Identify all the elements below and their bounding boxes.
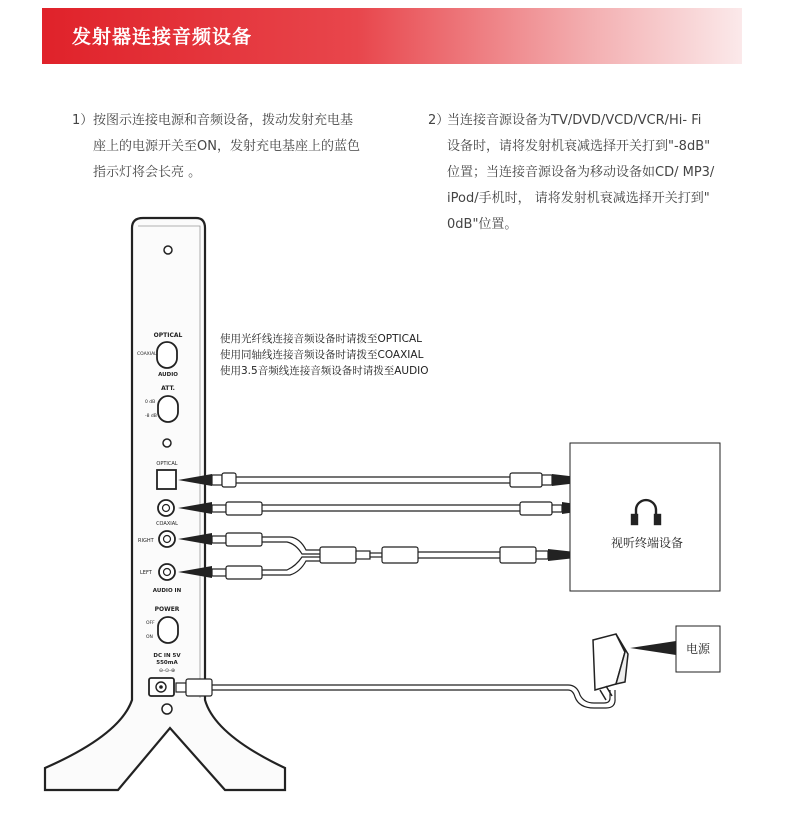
- top-screw: [164, 246, 172, 254]
- step-1-number: 1）: [72, 113, 94, 128]
- note-optical: 使用光纤线连接音频设备时请拨至OPTICAL: [220, 333, 422, 345]
- step-2-line: iPod/手机时， 请将发射机衰减选择开关打到": [447, 191, 710, 206]
- step-2-line: 0dB"位置。: [447, 217, 518, 232]
- bottom-screw: [162, 704, 172, 714]
- att-8db-label: -8 dB: [145, 414, 157, 419]
- step-1-line: 座上的电源开关至ON，发射充电基座上的蓝色: [93, 139, 360, 154]
- page-title: 发射器连接音频设备: [72, 26, 253, 48]
- dc-in-label: DC IN 5V: [153, 653, 181, 659]
- optical-cable: [212, 473, 552, 487]
- switch-label-coaxial: COAXIAL: [137, 352, 157, 357]
- switch-instructions: [220, 331, 429, 379]
- coaxial-cable: [212, 502, 562, 515]
- dc-polarity-label: ⊖-⊙-⊕: [158, 668, 176, 674]
- step-2-line: 位置；当连接音源设备为移动设备如CD/ MP3/: [447, 165, 715, 180]
- terminal-device-box: [570, 443, 720, 591]
- power-source-label: 电源: [686, 642, 711, 656]
- power-off-label: OFF: [146, 621, 155, 626]
- port-label-left: LEFT: [140, 570, 152, 576]
- port-label-optical: OPTICAL: [156, 461, 178, 467]
- step-1-line: 按图示连接电源和音频设备，拨动发射充电基: [93, 113, 354, 128]
- terminal-device-label: 视听终端设备: [611, 536, 684, 550]
- step-1-line: 指示灯将会长亮 。: [93, 165, 202, 180]
- rca-audio-cable: [212, 533, 548, 579]
- step-2-line: 当连接音源设备为TV/DVD/VCD/VCR/Hi- Fi: [447, 113, 702, 128]
- step-2-line: 设备时，请将发射机衰减选择开关打到"-8dB": [447, 139, 711, 154]
- optical-port[interactable]: [157, 470, 176, 489]
- port-label-right: RIGHT: [138, 538, 154, 544]
- att-switch[interactable]: [158, 396, 178, 422]
- att-0db-label: 0 dB: [145, 400, 156, 405]
- switch-label-optical: OPTICAL: [153, 332, 183, 339]
- note-audio: 使用3.5音频线连接音频设备时请拨至AUDIO: [220, 365, 429, 377]
- step-2-number: 2）: [428, 113, 450, 128]
- att-label: ATT.: [161, 385, 175, 392]
- indicator-light: [163, 439, 171, 447]
- power-label: POWER: [154, 606, 180, 613]
- power-switch[interactable]: [158, 617, 178, 643]
- port-label-coaxial: COAXIAL: [156, 521, 178, 527]
- note-coaxial: 使用同轴线连接音频设备时请拨至COAXIAL: [220, 349, 424, 361]
- switch-label-audio: AUDIO: [158, 372, 178, 378]
- dc-current-label: 550mA: [156, 660, 178, 666]
- input-select-switch[interactable]: [157, 342, 177, 368]
- port-label-audio-in: AUDIO IN: [152, 588, 182, 594]
- power-arrow: [630, 641, 676, 655]
- power-cord: [176, 679, 615, 708]
- power-on-label: ON: [146, 635, 153, 640]
